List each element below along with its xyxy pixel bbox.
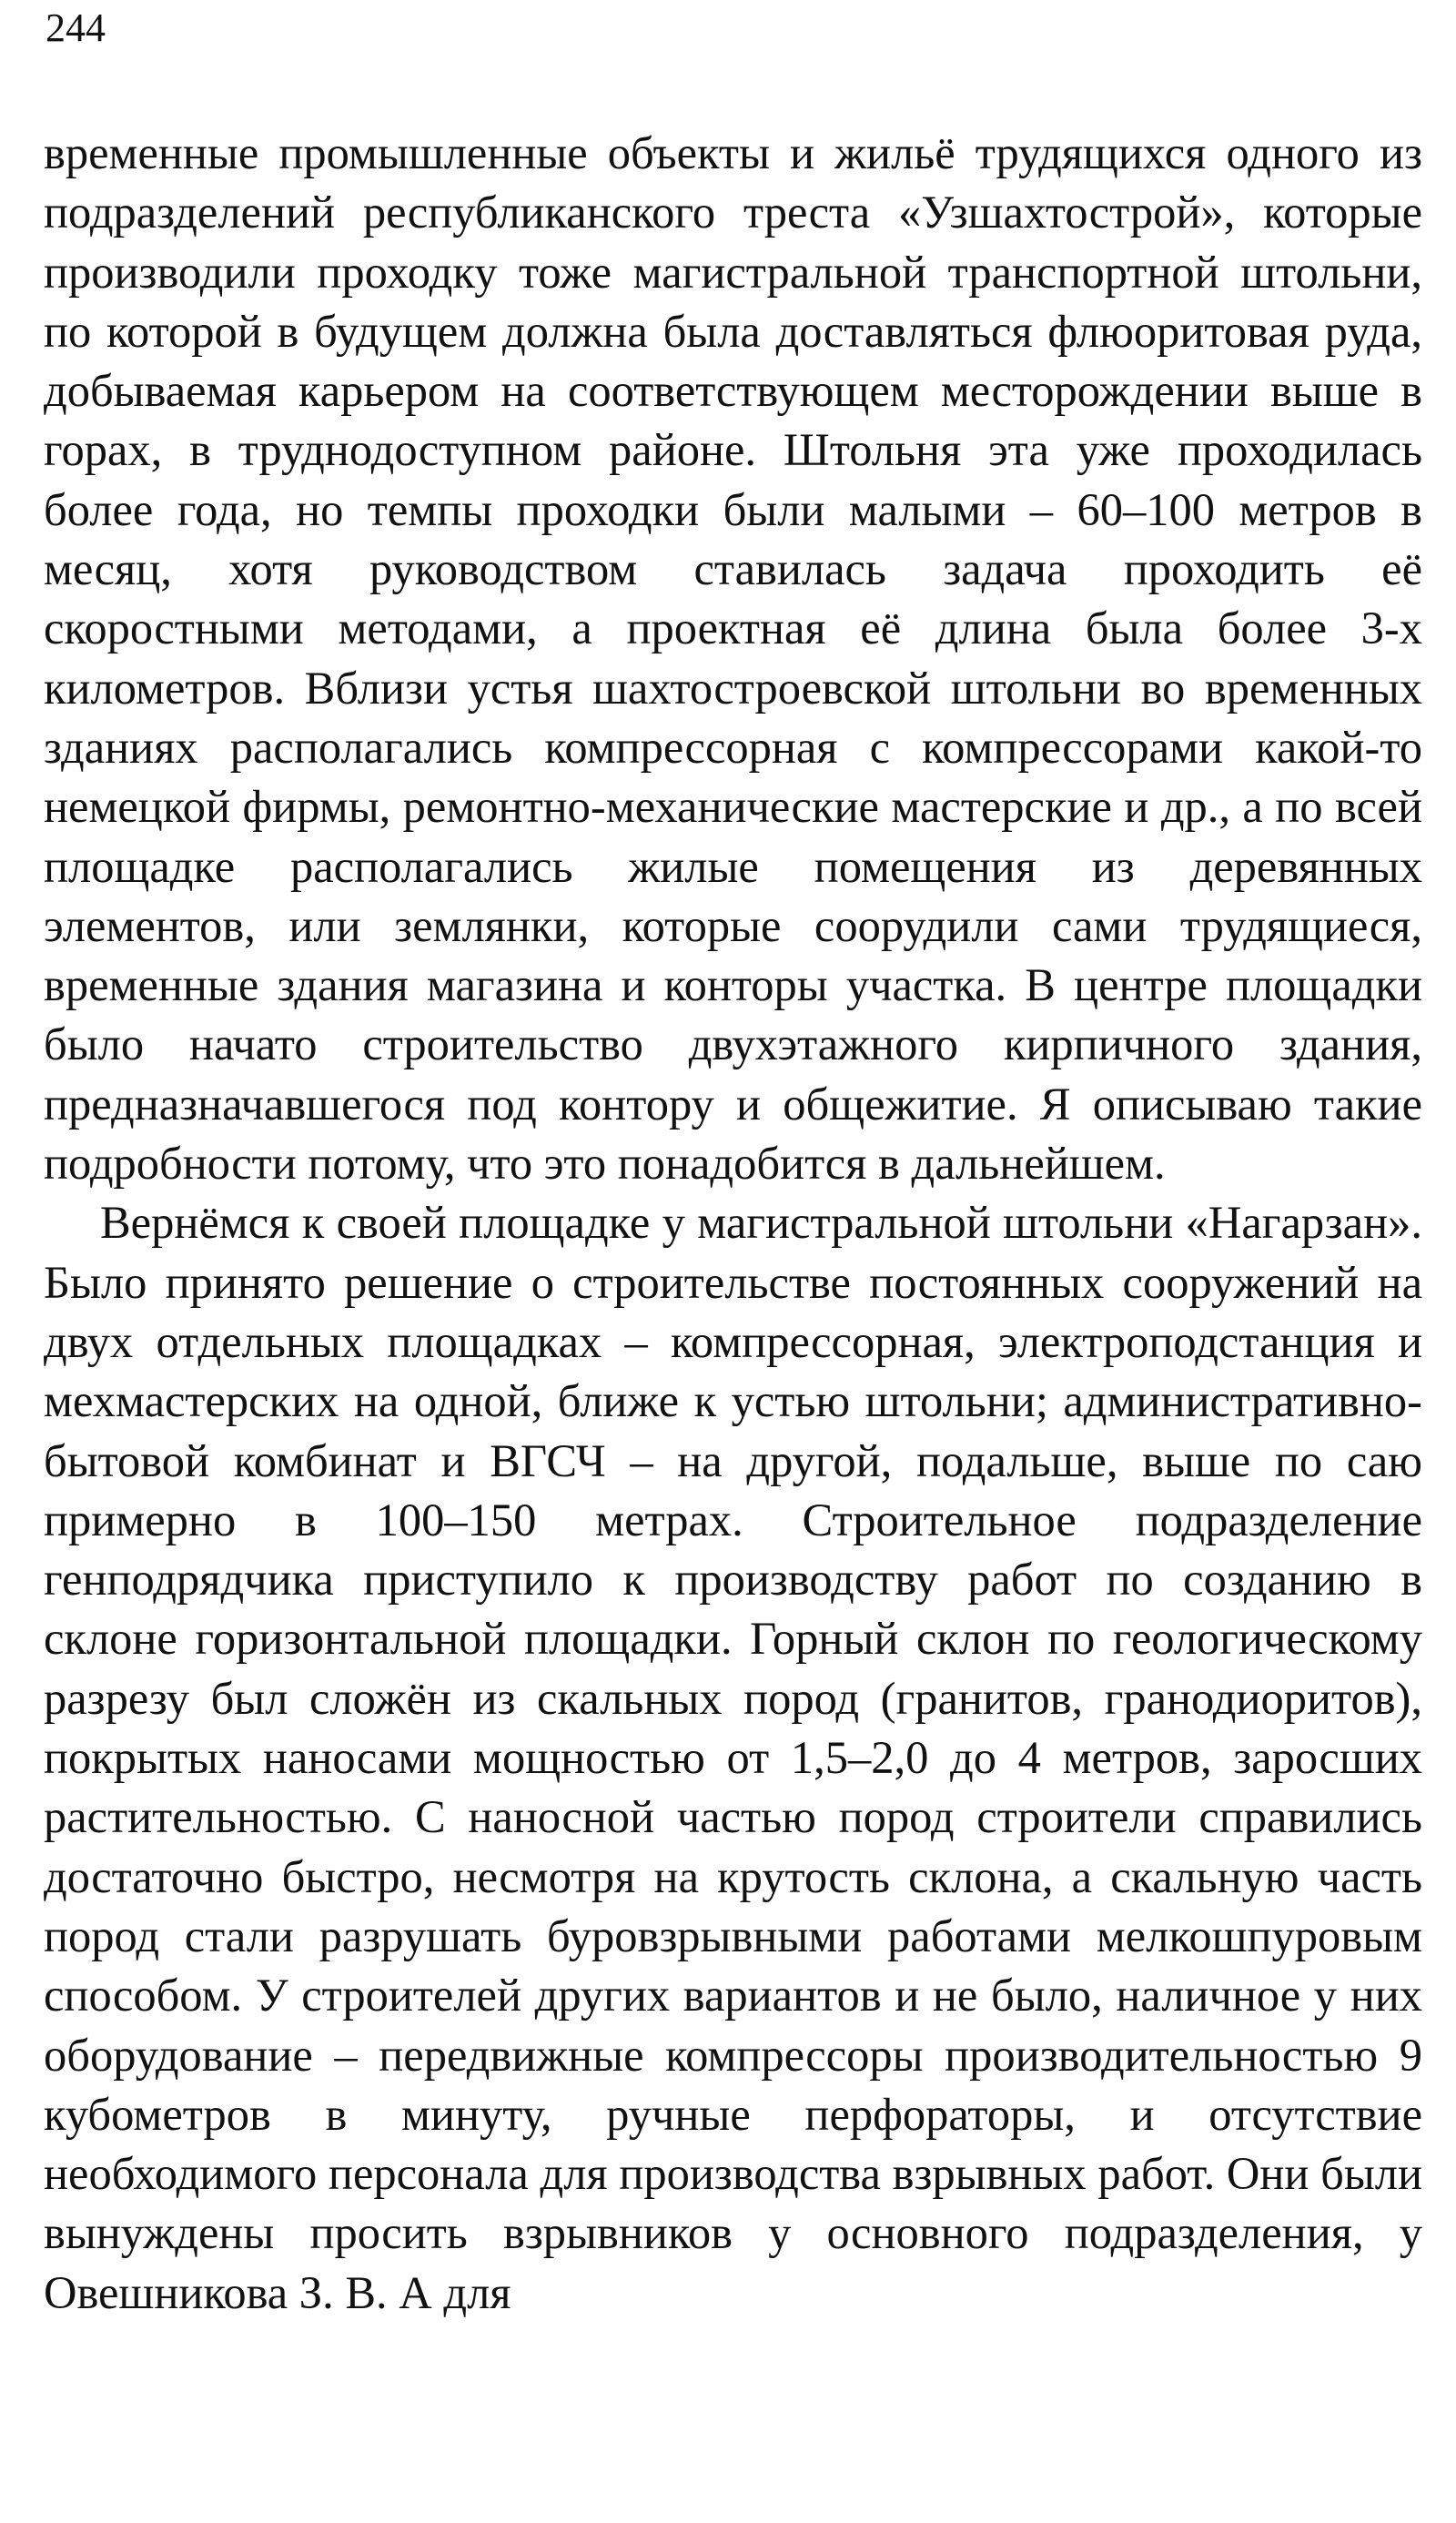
body-text: [44, 124, 1422, 2323]
paragraph: Вернёмся к своей площадке у магистральной штольни «Нагарзан». Было принято решение о строительстве постоянных сооружений на двух отдельных площадках – компрессорная, электроподстанция и мехмастерских на одной, ближе к устью штольни; административно-бытовой комбинат и ВГСЧ – на другой, подальше, выше по саю примерно в 100–150 метрах. Строительное подразделение генподрядчика приступило к производству работ по созданию в склоне горизонтальной площадки. Горный склон по геологическому разрезу был сложён из скальных пород (гранитов, гранодиоритов), покрытых наносами мощностью от 1,5–2,0 до 4 метров, заросших растительностью. С наносной частью пород строители справились достаточно быстро, несмотря на крутость склона, а скальную часть пород стали разрушать буровзрывными работами мелкошпуровым способом. У строителей других вариантов и не было, наличное у них оборудование – передвижные компрессоры производительностью 9 кубометров в минуту, ручные перфораторы, и отсутствие необходимого персонала для производства взрывных работ. Они были вынуждены просить взрывников у основного подразделения, у Овешникова З. В. А для: [44, 1197, 1422, 2318]
page-number: 244: [46, 5, 106, 50]
paragraph-continuation: временные промышленные объекты и жильё трудящихся одного из подразделений республиканского треста «Узшахтострой», которые производили проходку тоже магистральной транспортной штольни, по которой в будущем должна была доставляться флюоритовая руда, добываемая карьером на соответствующем месторождении выше в горах, в труднодоступном районе. Штольня эта уже проходилась более года, но темпы проходки были малыми – 60–100 метров в месяц, хотя руководством ставилась задача проходить её скоростными методами, а проектная её длина была более 3-х километров. Вблизи устья шахтостроевской штольни во временных зданиях располагались компрессорная с компрессорами какой-то немецкой фирмы, ремонтно-механические мастерские и др., а по всей площадке располагались жилые помещения из деревянных элементов, или землянки, которые соорудили сами трудящиеся, временные здания магазина и конторы участка. В центре площадки было начато строительство двухэтажного кирпичного здания, предназначавшегося под контору и общежитие. Я описываю такие подробности потому, что это понадобится в дальнейшем.: [44, 127, 1422, 1190]
